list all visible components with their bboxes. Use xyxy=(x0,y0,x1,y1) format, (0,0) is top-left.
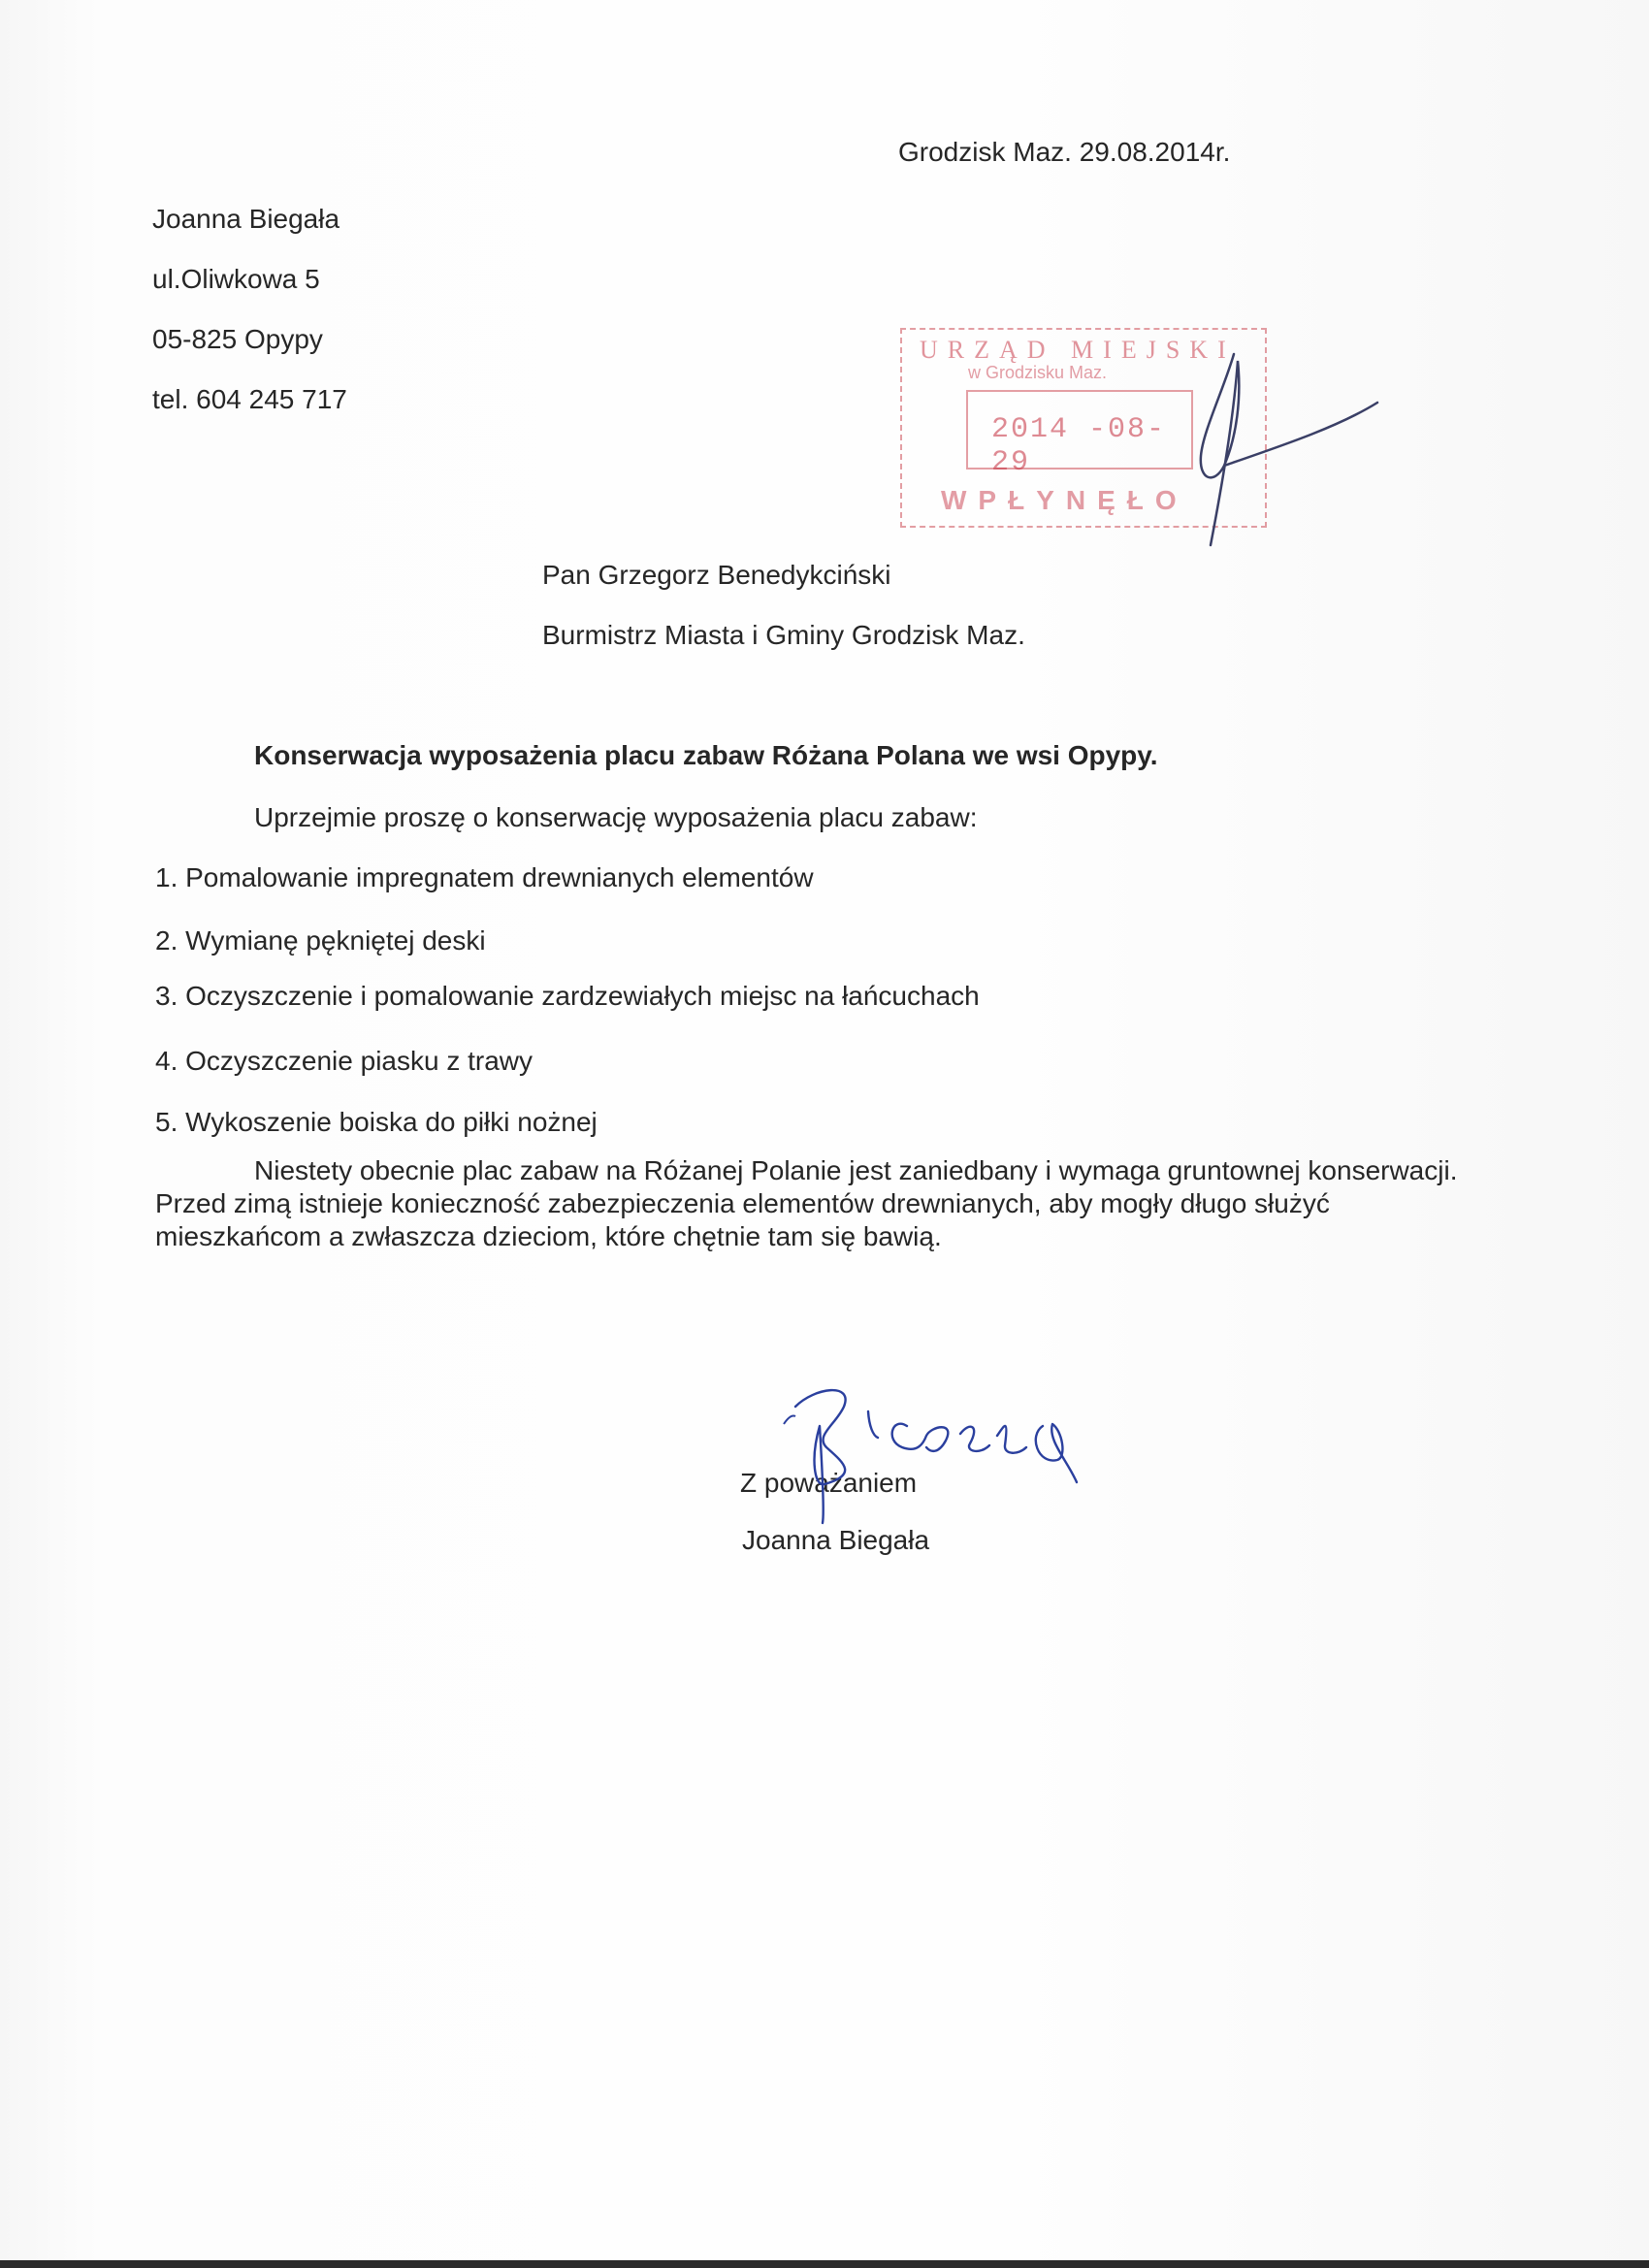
clerk-initial xyxy=(1201,354,1377,545)
place-date: Grodzisk Maz. 29.08.2014r. xyxy=(898,137,1231,167)
list-item: 4. Oczyszczenie piasku z trawy xyxy=(155,1046,534,1076)
list-item: 1. Pomalowanie impregnatem drewnianych elementów xyxy=(155,862,814,892)
stamp-office: URZĄD MIEJSKI xyxy=(920,336,1236,364)
list-item: 2. Wymianę pękniętej deski xyxy=(155,925,486,956)
signature xyxy=(795,1390,1077,1523)
closing-phrase: Z poważaniem xyxy=(740,1468,918,1498)
sender-street: ul.Oliwkowa 5 xyxy=(152,264,320,294)
stamp-office-sub: w Grodzisku Maz. xyxy=(968,363,1108,382)
sender-city: 05-825 Opypy xyxy=(152,324,323,354)
signed-name: Joanna Biegała xyxy=(742,1525,930,1555)
list-item: 3. Oczyszczenie i pomalowanie zardzewiałych miejsc na łańcuchach xyxy=(155,981,980,1011)
list-item: 5. Wykoszenie boiska do piłki nożnej xyxy=(155,1107,598,1137)
letter-intro: Uprzejmie proszę o konserwację wyposażenia placu zabaw: xyxy=(254,802,978,832)
letter-subject: Konserwacja wyposażenia placu zabaw Różana Polana we wsi Opypy. xyxy=(254,740,1158,770)
scan-edge xyxy=(0,2260,1649,2268)
sender-phone: tel. 604 245 717 xyxy=(152,384,347,414)
recipient-name: Pan Grzegorz Benedykciński xyxy=(542,560,891,590)
letter-body: Niestety obecnie plac zabaw na Różanej Polanie jest zaniedbany i wymaga gruntownej konserwacji. Przed zimą istnieje konieczność zabezpieczenia elementów drewnianych, aby mogły długo służyć mieszkańcom a zwłaszcza dzieciom, które chętnie tam się bawią. xyxy=(155,1155,1458,1251)
recipient-title: Burmistrz Miasta i Gminy Grodzisk Maz. xyxy=(542,620,1025,650)
stamp-received-label: WPŁYNĘŁO xyxy=(941,485,1188,515)
sender-name: Joanna Biegała xyxy=(152,204,340,234)
stamp-date: 2014 -08- 29 xyxy=(991,413,1167,479)
